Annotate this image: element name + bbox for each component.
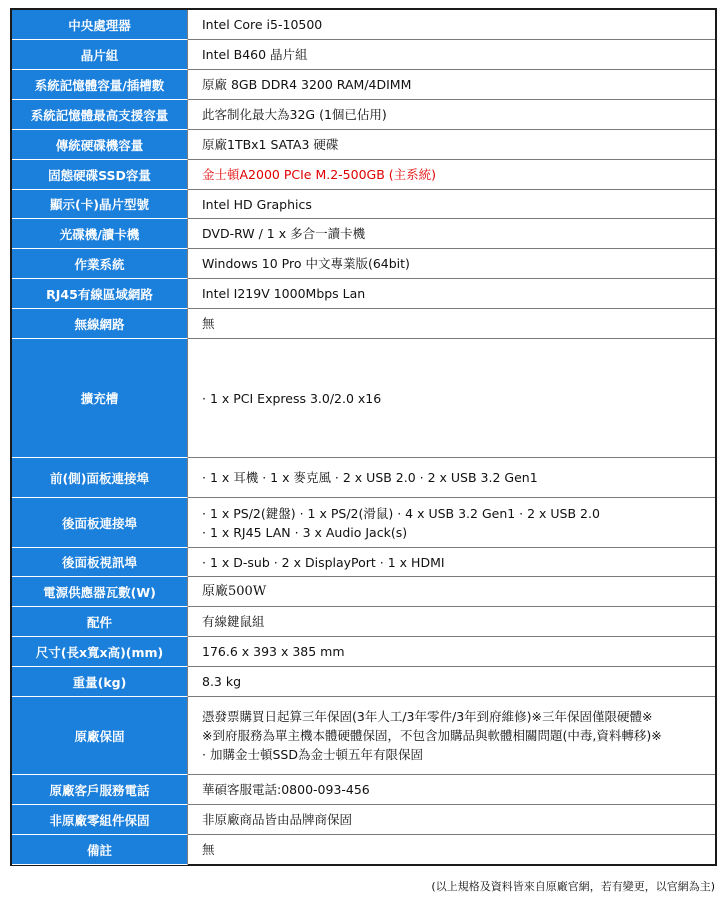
spec-label: 固態硬碟SSD容量: [12, 160, 188, 190]
spec-label: 光碟機/讀卡機: [12, 219, 188, 249]
spec-value-line: Intel HD Graphics: [202, 196, 312, 212]
spec-value-line: Intel B460 晶片組: [202, 47, 308, 62]
spec-value-line: · 加購金士頓SSD為金士頓五年有限保固: [202, 747, 423, 762]
spec-value: [188, 607, 715, 636]
spec-label: 晶片組: [12, 40, 188, 70]
spec-value-line: Windows 10 Pro 中文專業版(64bit): [202, 256, 410, 271]
spec-label: 顯示(卡)晶片型號: [12, 190, 188, 219]
spec-row-service-phone: [12, 775, 715, 805]
spec-value: [188, 219, 715, 248]
spec-value: [188, 160, 715, 189]
spec-row-memory: [12, 70, 715, 100]
spec-label: 後面板連接埠: [12, 498, 188, 548]
spec-value-line: DVD-RW / 1 x 多合一讀卡機: [202, 226, 366, 241]
spec-value: [188, 667, 715, 696]
spec-value-line: · 1 x RJ45 LAN · 3 x Audio Jack(s): [202, 524, 408, 540]
spec-label: 前(側)面板連接埠: [12, 458, 188, 498]
spec-value: [188, 70, 715, 99]
spec-label: 擴充槽: [12, 339, 188, 458]
spec-value: [188, 249, 715, 278]
spec-label: 中央處理器: [12, 10, 188, 40]
spec-value: [188, 10, 715, 39]
spec-value: [188, 339, 715, 457]
spec-label: RJ45有線區域網路: [12, 279, 188, 309]
spec-value: [188, 190, 715, 218]
spec-row-wireless: [12, 309, 715, 339]
spec-value-line: ※到府服務為單主機本體硬體保固，不包含加購品與軟體相關問題(中毒,資料轉移)※: [202, 728, 662, 743]
spec-row-optical-drive: [12, 219, 715, 249]
spec-value-line: 原廠500W: [202, 584, 267, 599]
spec-row-weight: [12, 667, 715, 697]
spec-label: 無線網路: [12, 309, 188, 339]
spec-value: [188, 697, 715, 774]
spec-value-line: 無: [202, 842, 215, 857]
spec-row-memory-max: [12, 100, 715, 130]
footnote: (以上規格及資料皆來自原廠官網，若有變更，以官網為主): [431, 880, 715, 893]
spec-row-hdd: [12, 130, 715, 160]
spec-value-line: · 1 x PCI Express 3.0/2.0 x16: [202, 390, 382, 406]
spec-row-chipset: [12, 40, 715, 70]
spec-value: [188, 805, 715, 834]
spec-row-expansion-slots: [12, 339, 715, 458]
spec-label: 後面板視訊埠: [12, 548, 188, 577]
spec-value-line: 金士頓A2000 PCIe M.2-500GB (主系統): [202, 167, 437, 182]
spec-row-dimensions: [12, 637, 715, 667]
spec-value: [188, 835, 715, 864]
spec-label: 原廠客戶服務電話: [12, 775, 188, 805]
spec-table: [10, 8, 717, 866]
spec-value-line: Intel I219V 1000Mbps Lan: [202, 286, 366, 301]
spec-value: [188, 775, 715, 804]
spec-value: [188, 498, 715, 547]
spec-label: 作業系統: [12, 249, 188, 279]
spec-row-third-party-warranty: [12, 805, 715, 835]
spec-row-ssd: [12, 160, 715, 190]
spec-row-front-ports: [12, 458, 715, 498]
spec-value: [188, 548, 715, 576]
spec-label: 原廠保固: [12, 697, 188, 775]
spec-value-line: 原廠 8GB DDR4 3200 RAM/4DIMM: [202, 77, 412, 92]
spec-value: [188, 40, 715, 69]
spec-row-warranty: [12, 697, 715, 775]
spec-row-rear-ports: [12, 498, 715, 548]
spec-value-line: · 1 x D-sub · 2 x DisplayPort · 1 x HDMI: [202, 554, 445, 570]
spec-value-line: · 1 x 耳機 · 1 x 麥克風 · 2 x USB 2.0 · 2 x USB 3.2 Gen1: [202, 470, 538, 485]
spec-label: 重量(kg): [12, 667, 188, 697]
spec-label: 尺寸(長x寬x高)(mm): [12, 637, 188, 667]
spec-value: [188, 577, 715, 606]
spec-value-line: 非原廠商品皆由品牌商保固: [202, 812, 353, 827]
spec-value-line: 176.6 x 393 x 385 mm: [202, 644, 345, 659]
spec-row-cpu: [12, 10, 715, 40]
spec-row-graphics: [12, 190, 715, 219]
spec-label: 非原廠零組件保固: [12, 805, 188, 835]
spec-value: [188, 130, 715, 159]
spec-label: 傳統硬碟機容量: [12, 130, 188, 160]
spec-value-line: 8.3 kg: [202, 674, 242, 689]
spec-value-line: 原廠1TBx1 SATA3 硬碟: [202, 137, 339, 152]
spec-value: [188, 309, 715, 338]
spec-value: [188, 458, 715, 497]
spec-value: [188, 637, 715, 666]
spec-value-line: 無: [202, 316, 215, 331]
spec-row-video-ports: [12, 548, 715, 577]
spec-label: 系統記憶體容量/插槽數: [12, 70, 188, 100]
spec-value-line: 憑發票購買日起算三年保固(3年人工/3年零件/3年到府維修)※三年保固僅限硬體※: [202, 709, 653, 724]
spec-value-line: · 1 x PS/2(鍵盤) · 1 x PS/2(滑鼠) · 4 x USB 3.2 Gen1 · 2 x USB 2.0: [202, 505, 600, 521]
spec-value: [188, 100, 715, 129]
spec-row-lan: [12, 279, 715, 309]
spec-row-accessories: [12, 607, 715, 637]
spec-row-os: [12, 249, 715, 279]
spec-row-remarks: [12, 835, 715, 864]
spec-value-line: 此客制化最大為32G (1個已佔用): [202, 107, 387, 122]
spec-value-line: 有線鍵鼠組: [202, 614, 265, 629]
spec-value-line: 華碩客服電話:0800-093-456: [202, 782, 370, 797]
spec-label: 電源供應器瓦數(W): [12, 577, 188, 607]
spec-value-line: Intel Core i5-10500: [202, 17, 323, 32]
spec-label: 備註: [12, 835, 188, 865]
spec-label: 配件: [12, 607, 188, 637]
spec-row-psu: [12, 577, 715, 607]
spec-value: [188, 279, 715, 308]
spec-label: 系統記憶體最高支援容量: [12, 100, 188, 130]
